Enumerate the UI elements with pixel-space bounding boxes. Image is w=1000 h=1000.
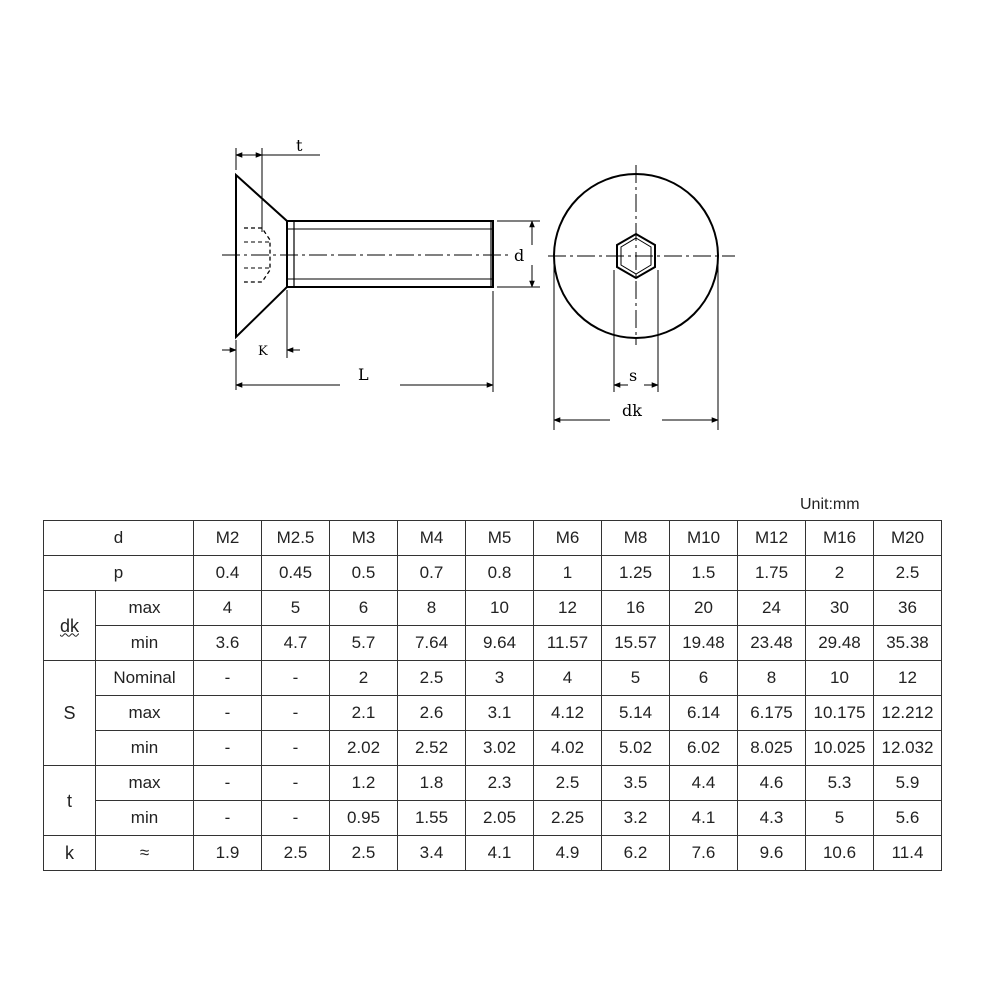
- value-cell: 7.64: [398, 626, 466, 661]
- table-row: [44, 556, 942, 591]
- value-cell: 5.14: [602, 696, 670, 731]
- value-cell: 36: [874, 591, 942, 626]
- value-cell: 1: [534, 556, 602, 591]
- value-cell: 10.175: [806, 696, 874, 731]
- value-cell: 10: [806, 661, 874, 696]
- value-cell: 6.175: [738, 696, 806, 731]
- value-cell: 0.5: [330, 556, 398, 591]
- value-cell: 3.2: [602, 801, 670, 836]
- group-label-k: k: [44, 836, 96, 871]
- value-cell: 5.6: [874, 801, 942, 836]
- value-cell: 9.64: [466, 626, 534, 661]
- size-header-cell: M8: [602, 521, 670, 556]
- sub-label-max: max: [96, 766, 194, 801]
- value-cell: 5.3: [806, 766, 874, 801]
- value-cell: 4.12: [534, 696, 602, 731]
- table-row: [44, 801, 942, 836]
- label-d: d: [514, 246, 525, 265]
- value-cell: -: [262, 801, 330, 836]
- size-header-cell: M10: [670, 521, 738, 556]
- group-label-dk: dk: [44, 591, 96, 661]
- value-cell: 11.57: [534, 626, 602, 661]
- table-row: [44, 521, 942, 556]
- screw-shank: [287, 221, 493, 287]
- value-cell: 7.6: [670, 836, 738, 871]
- value-cell: 3.02: [466, 731, 534, 766]
- label-l: L: [358, 365, 369, 384]
- value-cell: 30: [806, 591, 874, 626]
- value-cell: 4: [194, 591, 262, 626]
- value-cell: 15.57: [602, 626, 670, 661]
- value-cell: 29.48: [806, 626, 874, 661]
- value-cell: 5: [262, 591, 330, 626]
- value-cell: 1.8: [398, 766, 466, 801]
- value-cell: -: [262, 731, 330, 766]
- value-cell: 20: [670, 591, 738, 626]
- value-cell: 19.48: [670, 626, 738, 661]
- value-cell: -: [194, 766, 262, 801]
- value-cell: 2.3: [466, 766, 534, 801]
- value-cell: 12: [534, 591, 602, 626]
- table-row: [44, 626, 942, 661]
- value-cell: 9.6: [738, 836, 806, 871]
- size-header-cell: M3: [330, 521, 398, 556]
- value-cell: 1.2: [330, 766, 398, 801]
- value-cell: 3.4: [398, 836, 466, 871]
- group-label-s: S: [44, 661, 96, 766]
- value-cell: -: [194, 731, 262, 766]
- value-cell: 4.6: [738, 766, 806, 801]
- value-cell: 6.2: [602, 836, 670, 871]
- value-cell: 5.9: [874, 766, 942, 801]
- sub-label-min: min: [96, 731, 194, 766]
- value-cell: 10: [466, 591, 534, 626]
- value-cell: 16: [602, 591, 670, 626]
- value-cell: 23.48: [738, 626, 806, 661]
- size-header-cell: M16: [806, 521, 874, 556]
- value-cell: 5: [602, 661, 670, 696]
- value-cell: 1.9: [194, 836, 262, 871]
- dimension-table-body: [44, 521, 942, 871]
- label-dk: dk: [622, 401, 642, 420]
- value-cell: 6.14: [670, 696, 738, 731]
- value-cell: 10.025: [806, 731, 874, 766]
- table-row: [44, 591, 942, 626]
- value-cell: -: [262, 661, 330, 696]
- value-cell: 0.45: [262, 556, 330, 591]
- value-cell: 2.5: [398, 661, 466, 696]
- value-cell: 1.75: [738, 556, 806, 591]
- value-cell: 12.032: [874, 731, 942, 766]
- value-cell: -: [262, 696, 330, 731]
- value-cell: 6: [330, 591, 398, 626]
- value-cell: 4.1: [670, 801, 738, 836]
- value-cell: 1.25: [602, 556, 670, 591]
- size-header-cell: M2: [194, 521, 262, 556]
- value-cell: 10.6: [806, 836, 874, 871]
- table-row: [44, 661, 942, 696]
- value-cell: 0.95: [330, 801, 398, 836]
- value-cell: 2.02: [330, 731, 398, 766]
- value-cell: 2.5: [874, 556, 942, 591]
- row-label-p: p: [44, 556, 194, 591]
- value-cell: 2.5: [330, 836, 398, 871]
- table-row: [44, 731, 942, 766]
- size-header-cell: M5: [466, 521, 534, 556]
- value-cell: 1.5: [670, 556, 738, 591]
- sub-label-max: max: [96, 696, 194, 731]
- value-cell: 0.7: [398, 556, 466, 591]
- size-header-cell: M6: [534, 521, 602, 556]
- value-cell: 6: [670, 661, 738, 696]
- value-cell: 2.5: [262, 836, 330, 871]
- size-header-cell: M12: [738, 521, 806, 556]
- value-cell: 3.1: [466, 696, 534, 731]
- label-t: t: [296, 136, 303, 155]
- value-cell: 35.38: [874, 626, 942, 661]
- row-label-d: d: [44, 521, 194, 556]
- value-cell: -: [194, 696, 262, 731]
- table-row: [44, 696, 942, 731]
- value-cell: 8.025: [738, 731, 806, 766]
- dimension-t: [236, 148, 320, 232]
- value-cell: 4.3: [738, 801, 806, 836]
- table-row: [44, 766, 942, 801]
- sub-label-max: max: [96, 591, 194, 626]
- value-cell: 2.25: [534, 801, 602, 836]
- value-cell: 11.4: [874, 836, 942, 871]
- value-cell: 8: [738, 661, 806, 696]
- value-cell: 4.02: [534, 731, 602, 766]
- value-cell: 3.5: [602, 766, 670, 801]
- value-cell: 6.02: [670, 731, 738, 766]
- value-cell: 5.02: [602, 731, 670, 766]
- value-cell: 4.1: [466, 836, 534, 871]
- sub-label-approx: ≈: [96, 836, 194, 871]
- value-cell: 0.4: [194, 556, 262, 591]
- value-cell: 1.55: [398, 801, 466, 836]
- size-header-cell: M20: [874, 521, 942, 556]
- value-cell: 2.05: [466, 801, 534, 836]
- value-cell: 4.7: [262, 626, 330, 661]
- label-s: s: [629, 366, 638, 385]
- value-cell: 2.1: [330, 696, 398, 731]
- value-cell: 3: [466, 661, 534, 696]
- value-cell: 2.6: [398, 696, 466, 731]
- unit-label: Unit:mm: [800, 496, 860, 513]
- value-cell: 4: [534, 661, 602, 696]
- value-cell: 3.6: [194, 626, 262, 661]
- dimension-table: [43, 520, 942, 871]
- size-header-cell: M2.5: [262, 521, 330, 556]
- value-cell: 0.8: [466, 556, 534, 591]
- value-cell: 2: [806, 556, 874, 591]
- group-label-t: t: [44, 766, 96, 836]
- value-cell: 2.52: [398, 731, 466, 766]
- sub-label-nominal: Nominal: [96, 661, 194, 696]
- value-cell: 24: [738, 591, 806, 626]
- value-cell: 2: [330, 661, 398, 696]
- dimension-k: [222, 290, 300, 390]
- value-cell: 12.212: [874, 696, 942, 731]
- top-view: [548, 165, 735, 345]
- value-cell: 12: [874, 661, 942, 696]
- value-cell: 4.4: [670, 766, 738, 801]
- size-header-cell: M4: [398, 521, 466, 556]
- label-k: K: [258, 344, 268, 359]
- table-row: [44, 836, 942, 871]
- value-cell: -: [194, 661, 262, 696]
- sub-label-min: min: [96, 801, 194, 836]
- value-cell: -: [194, 801, 262, 836]
- value-cell: 5.7: [330, 626, 398, 661]
- value-cell: 8: [398, 591, 466, 626]
- value-cell: 5: [806, 801, 874, 836]
- value-cell: 2.5: [534, 766, 602, 801]
- sub-label-min: min: [96, 626, 194, 661]
- value-cell: 4.9: [534, 836, 602, 871]
- side-view: [222, 175, 510, 337]
- value-cell: -: [262, 766, 330, 801]
